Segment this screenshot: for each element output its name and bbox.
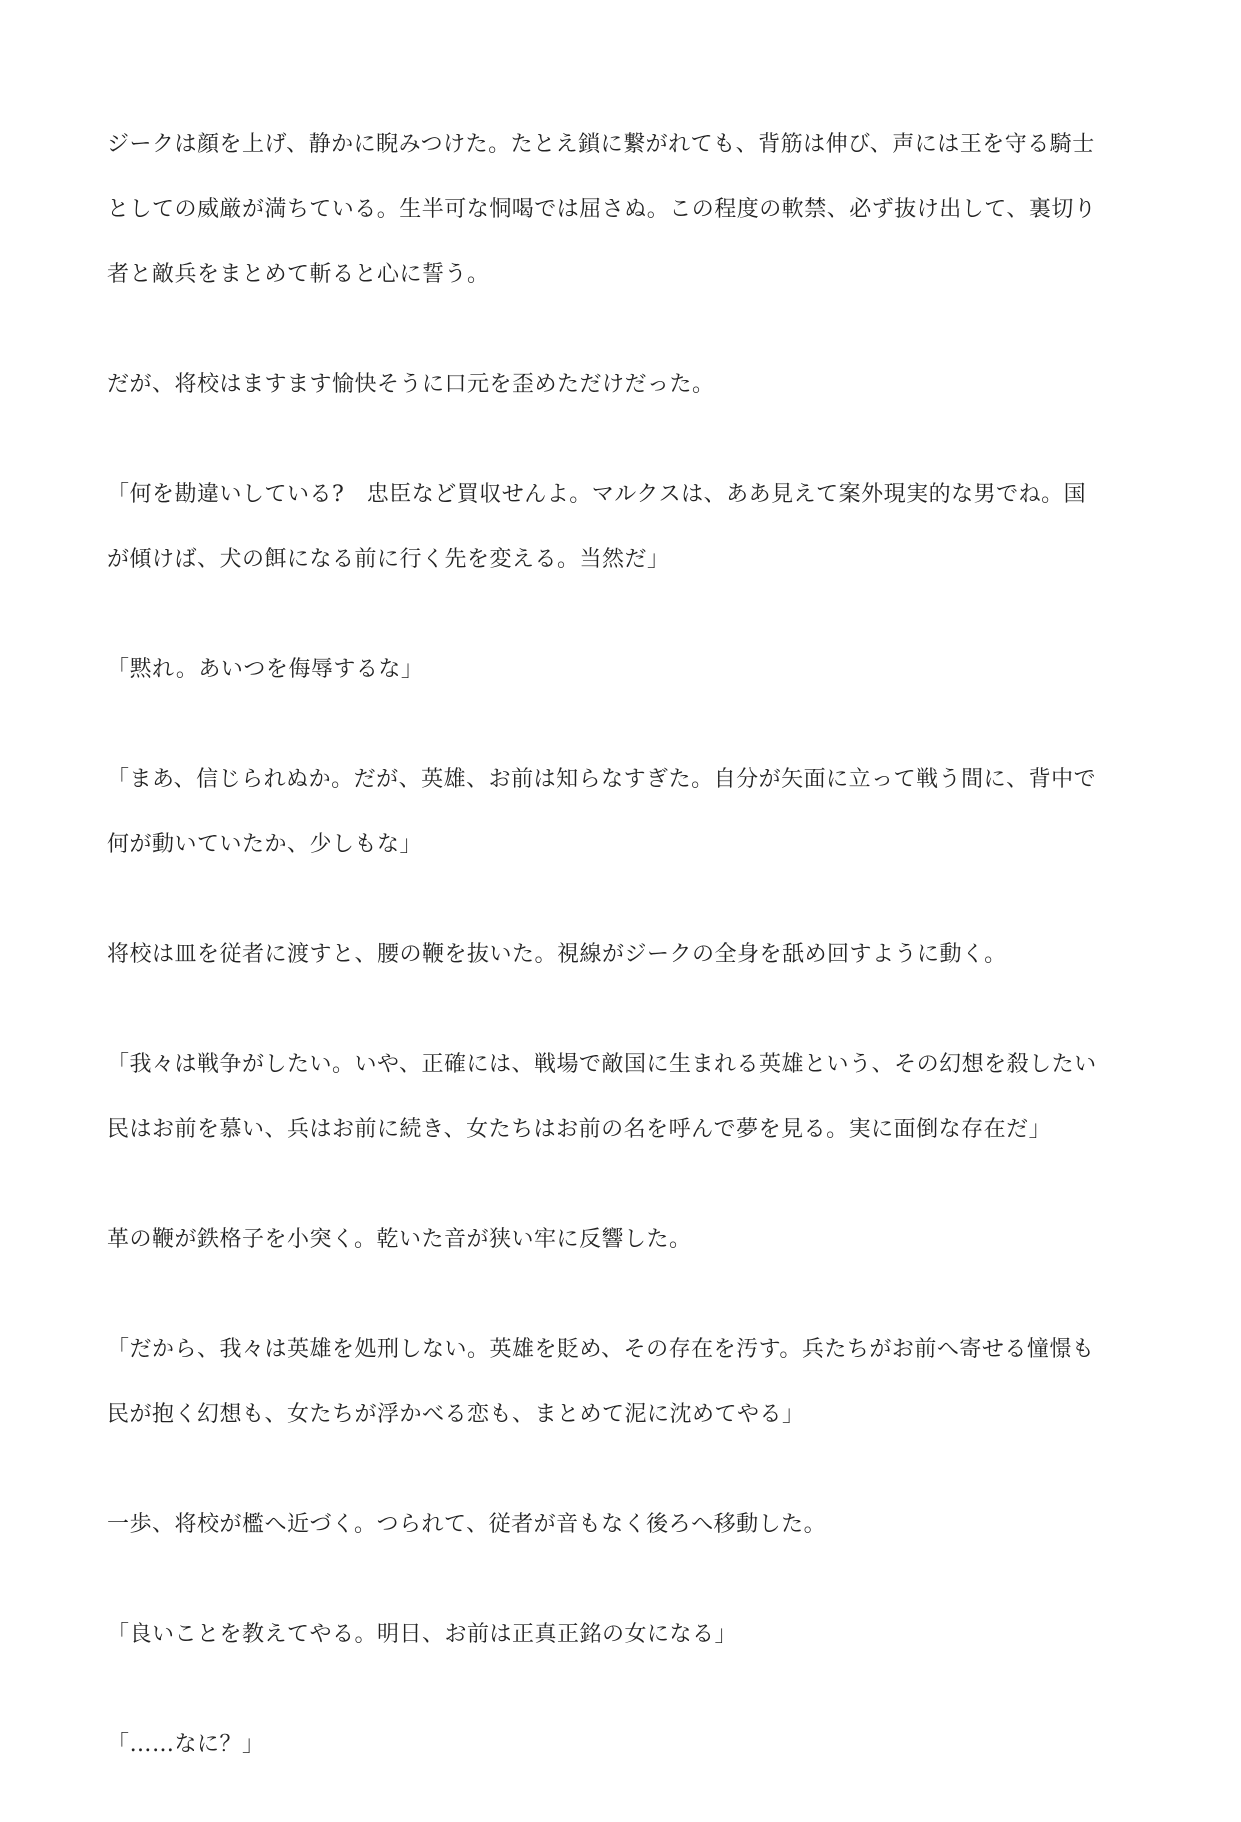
text-line: 「我々は戦争がしたい。いや、正確には、戦場で敵国に生まれる英雄という、その幻想を殺したい <box>107 1052 1097 1077</box>
text-line: 「……なに？」 <box>107 1732 265 1757</box>
text-line: 民が抱く幻想も、女たちが浮かべる恋も、まとめて泥に沈めてやる」 <box>107 1402 805 1427</box>
paragraph <box>107 747 1147 877</box>
text-line: 民はお前を慕い、兵はお前に続き、女たちはお前の名を呼んで夢を見る。実に面倒な存在だ」 <box>107 1117 1052 1142</box>
text-line: としての威厳が満ちている。生半可な恫喝では屈さぬ。この程度の軟禁、必ず抜け出して、裏切り <box>107 197 1097 222</box>
paragraph <box>107 462 1147 592</box>
paragraph <box>107 1207 1147 1272</box>
paragraph <box>107 1602 1147 1667</box>
paragraph <box>107 1317 1147 1447</box>
text-line: 一歩、将校が檻へ近づく。つられて、従者が音もなく後ろへ移動した。 <box>107 1512 827 1537</box>
text-line: 「何を勘違いしている? 忠臣など買収せんよ。マルクスは、ああ見えて案外現実的な男でね。国 <box>107 482 1087 507</box>
text-line: 「黙れ。あいつを侮辱するな」 <box>107 657 424 682</box>
paragraph <box>107 1492 1147 1557</box>
paragraph <box>107 922 1147 987</box>
text-line: 「良いことを教えてやる。明日、お前は正真正銘の女になる」 <box>107 1622 738 1647</box>
text-line: が傾けば、犬の餌になる前に行く先を変える。当然だ」 <box>107 547 670 572</box>
text-line: ジークは顔を上げ、静かに睨みつけた。たとえ鎖に繋がれても、背筋は伸び、声には王を守る騎士 <box>107 132 1095 157</box>
text-line: だが、将校はますます愉快そうに口元を歪めただけだった。 <box>107 372 715 397</box>
paragraph <box>107 1712 1147 1777</box>
text-line: 者と敵兵をまとめて斬ると心に誓う。 <box>107 262 490 287</box>
text-line: 将校は皿を従者に渡すと、腰の鞭を抜いた。視線がジークの全身を舐め回すように動く。 <box>107 942 1007 967</box>
text-line: 「まあ、信じられぬか。だが、英雄、お前は知らなすぎた。自分が矢面に立って戦う間に、背中で <box>107 767 1097 792</box>
paragraph <box>107 1032 1147 1162</box>
body-text <box>107 112 1147 1822</box>
paragraph <box>107 112 1147 307</box>
text-line: 何が動いていたか、少しもな」 <box>107 832 423 857</box>
text-line: 革の鞭が鉄格子を小突く。乾いた音が狭い牢に反響した。 <box>107 1227 692 1252</box>
text-line: 「だから、我々は英雄を処刑しない。英雄を貶め、その存在を汚す。兵たちがお前へ寄せる憧憬も <box>107 1337 1095 1362</box>
paragraph <box>107 352 1147 417</box>
paragraph <box>107 637 1147 702</box>
